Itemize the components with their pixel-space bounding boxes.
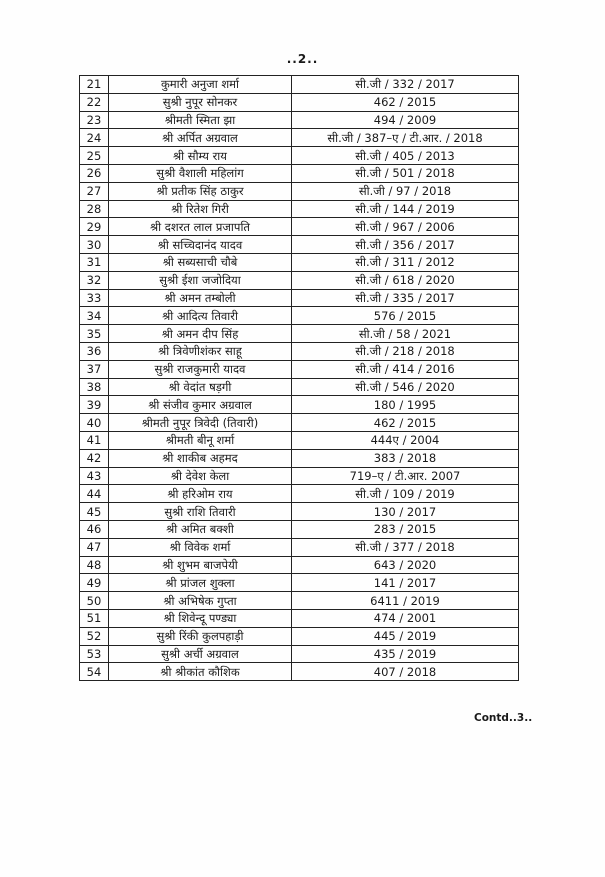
serial-number-cell: 46 (80, 520, 109, 538)
table-row (80, 93, 519, 111)
records-table-body (80, 76, 519, 681)
serial-number-cell: 39 (80, 396, 109, 414)
table-row (80, 342, 519, 360)
name-cell: सुश्री वैशाली महिलांग (109, 164, 292, 182)
name-cell: श्री आदित्य तिवारी (109, 307, 292, 325)
serial-number-cell: 45 (80, 503, 109, 521)
serial-number-cell: 44 (80, 485, 109, 503)
table-row (80, 147, 519, 165)
name-cell: श्रीमती स्मिता झा (109, 111, 292, 129)
table-row (80, 431, 519, 449)
name-cell: श्री सब्यसाची चौबे (109, 253, 292, 271)
reference-number-cell: सी.जी / 144 / 2019 (292, 200, 519, 218)
serial-number-cell: 50 (80, 592, 109, 610)
table-row (80, 129, 519, 147)
serial-number-cell: 37 (80, 360, 109, 378)
reference-number-cell: 141 / 2017 (292, 574, 519, 592)
serial-number-cell: 26 (80, 164, 109, 182)
continuation-note: Contd..3.. (474, 712, 533, 724)
name-cell: श्री वेदांत षड़गी (109, 378, 292, 396)
reference-number-cell: सी.जी / 311 / 2012 (292, 253, 519, 271)
name-cell: श्री अमन तम्बोली (109, 289, 292, 307)
table-row (80, 182, 519, 200)
name-cell: श्रीमती बीनू शर्मा (109, 431, 292, 449)
reference-number-cell: सी.जी / 377 / 2018 (292, 538, 519, 556)
serial-number-cell: 21 (80, 76, 109, 94)
name-cell: श्री अर्पित अग्रवाल (109, 129, 292, 147)
name-cell: श्री सच्चिदानंद यादव (109, 236, 292, 254)
table-row (80, 325, 519, 343)
name-cell: सुश्री ईशा जजोदिया (109, 271, 292, 289)
serial-number-cell: 27 (80, 182, 109, 200)
reference-number-cell: सी.जी / 967 / 2006 (292, 218, 519, 236)
name-cell: श्री श्रीकांत कौशिक (109, 663, 292, 681)
reference-number-cell: सी.जी / 387–ए / टी.आर. / 2018 (292, 129, 519, 147)
table-row (80, 663, 519, 681)
reference-number-cell: 719–ए / टी.आर. 2007 (292, 467, 519, 485)
reference-number-cell: सी.जी / 97 / 2018 (292, 182, 519, 200)
table-row (80, 76, 519, 94)
table-row (80, 307, 519, 325)
name-cell: श्री अमन दीप सिंह (109, 325, 292, 343)
name-cell: श्री शुभम बाजपेयी (109, 556, 292, 574)
reference-number-cell: सी.जी / 58 / 2021 (292, 325, 519, 343)
table-row (80, 271, 519, 289)
serial-number-cell: 35 (80, 325, 109, 343)
serial-number-cell: 30 (80, 236, 109, 254)
name-cell: श्री शिवेन्दू पण्ड्या (109, 609, 292, 627)
reference-number-cell: सी.जी / 218 / 2018 (292, 342, 519, 360)
name-cell: श्रीमती नुपूर त्रिवेदी (तिवारी) (109, 414, 292, 432)
table-row (80, 503, 519, 521)
reference-number-cell: 643 / 2020 (292, 556, 519, 574)
name-cell: श्री अमित बक्शी (109, 520, 292, 538)
reference-number-cell: 283 / 2015 (292, 520, 519, 538)
name-cell: श्री दशरत लाल प्रजापति (109, 218, 292, 236)
table-row (80, 520, 519, 538)
table-row (80, 467, 519, 485)
name-cell: श्री रितेश गिरी (109, 200, 292, 218)
name-cell: सुश्री राशि तिवारी (109, 503, 292, 521)
records-table (79, 75, 519, 681)
reference-number-cell: सी.जी / 335 / 2017 (292, 289, 519, 307)
reference-number-cell: 6411 / 2019 (292, 592, 519, 610)
table-row (80, 414, 519, 432)
reference-number-cell: सी.जी / 501 / 2018 (292, 164, 519, 182)
name-cell: श्री अभिषेक गुप्ता (109, 592, 292, 610)
reference-number-cell: 383 / 2018 (292, 449, 519, 467)
table-row (80, 378, 519, 396)
serial-number-cell: 43 (80, 467, 109, 485)
name-cell: श्री त्रिवेणीशंकर साहू (109, 342, 292, 360)
serial-number-cell: 41 (80, 431, 109, 449)
reference-number-cell: सी.जी / 618 / 2020 (292, 271, 519, 289)
table-row (80, 645, 519, 663)
reference-number-cell: 462 / 2015 (292, 414, 519, 432)
reference-number-cell: 407 / 2018 (292, 663, 519, 681)
name-cell: कुमारी अनुजा शर्मा (109, 76, 292, 94)
reference-number-cell: 462 / 2015 (292, 93, 519, 111)
reference-number-cell: 444ए / 2004 (292, 431, 519, 449)
table-row (80, 236, 519, 254)
name-cell: श्री सौम्य राय (109, 147, 292, 165)
name-cell: श्री देवेश केला (109, 467, 292, 485)
serial-number-cell: 32 (80, 271, 109, 289)
name-cell: श्री विवेक शर्मा (109, 538, 292, 556)
table-row (80, 627, 519, 645)
table-row (80, 253, 519, 271)
serial-number-cell: 49 (80, 574, 109, 592)
serial-number-cell: 25 (80, 147, 109, 165)
reference-number-cell: 494 / 2009 (292, 111, 519, 129)
reference-number-cell: सी.जी / 109 / 2019 (292, 485, 519, 503)
table-row (80, 396, 519, 414)
table-row (80, 289, 519, 307)
table-row (80, 538, 519, 556)
serial-number-cell: 29 (80, 218, 109, 236)
table-row (80, 164, 519, 182)
table-row (80, 556, 519, 574)
name-cell: सुश्री नुपूर सोनकर (109, 93, 292, 111)
name-cell: श्री शाकीब अहमद (109, 449, 292, 467)
serial-number-cell: 31 (80, 253, 109, 271)
table-row (80, 111, 519, 129)
table-row (80, 218, 519, 236)
table-row (80, 592, 519, 610)
reference-number-cell: सी.जी / 546 / 2020 (292, 378, 519, 396)
table-row (80, 574, 519, 592)
serial-number-cell: 48 (80, 556, 109, 574)
reference-number-cell: सी.जी / 414 / 2016 (292, 360, 519, 378)
serial-number-cell: 54 (80, 663, 109, 681)
name-cell: सुश्री रिंकी कुलपहाड़ी (109, 627, 292, 645)
serial-number-cell: 42 (80, 449, 109, 467)
serial-number-cell: 22 (80, 93, 109, 111)
reference-number-cell: सी.जी / 332 / 2017 (292, 76, 519, 94)
table-row (80, 449, 519, 467)
name-cell: श्री संजीव कुमार अग्रवाल (109, 396, 292, 414)
reference-number-cell: 474 / 2001 (292, 609, 519, 627)
reference-number-cell: 445 / 2019 (292, 627, 519, 645)
name-cell: श्री प्रतीक सिंह ठाकुर (109, 182, 292, 200)
reference-number-cell: 180 / 1995 (292, 396, 519, 414)
table-row (80, 485, 519, 503)
serial-number-cell: 23 (80, 111, 109, 129)
serial-number-cell: 24 (80, 129, 109, 147)
table-row (80, 200, 519, 218)
serial-number-cell: 40 (80, 414, 109, 432)
name-cell: श्री हरिओम राय (109, 485, 292, 503)
reference-number-cell: सी.जी / 356 / 2017 (292, 236, 519, 254)
table-row (80, 609, 519, 627)
serial-number-cell: 52 (80, 627, 109, 645)
serial-number-cell: 47 (80, 538, 109, 556)
reference-number-cell: सी.जी / 405 / 2013 (292, 147, 519, 165)
serial-number-cell: 53 (80, 645, 109, 663)
serial-number-cell: 38 (80, 378, 109, 396)
name-cell: सुश्री अर्ची अग्रवाल (109, 645, 292, 663)
page-number: ..2.. (286, 52, 319, 66)
reference-number-cell: 130 / 2017 (292, 503, 519, 521)
serial-number-cell: 51 (80, 609, 109, 627)
serial-number-cell: 28 (80, 200, 109, 218)
serial-number-cell: 33 (80, 289, 109, 307)
table-row (80, 360, 519, 378)
reference-number-cell: 576 / 2015 (292, 307, 519, 325)
reference-number-cell: 435 / 2019 (292, 645, 519, 663)
serial-number-cell: 34 (80, 307, 109, 325)
name-cell: सुश्री राजकुमारी यादव (109, 360, 292, 378)
name-cell: श्री प्रांजल शुक्ला (109, 574, 292, 592)
serial-number-cell: 36 (80, 342, 109, 360)
